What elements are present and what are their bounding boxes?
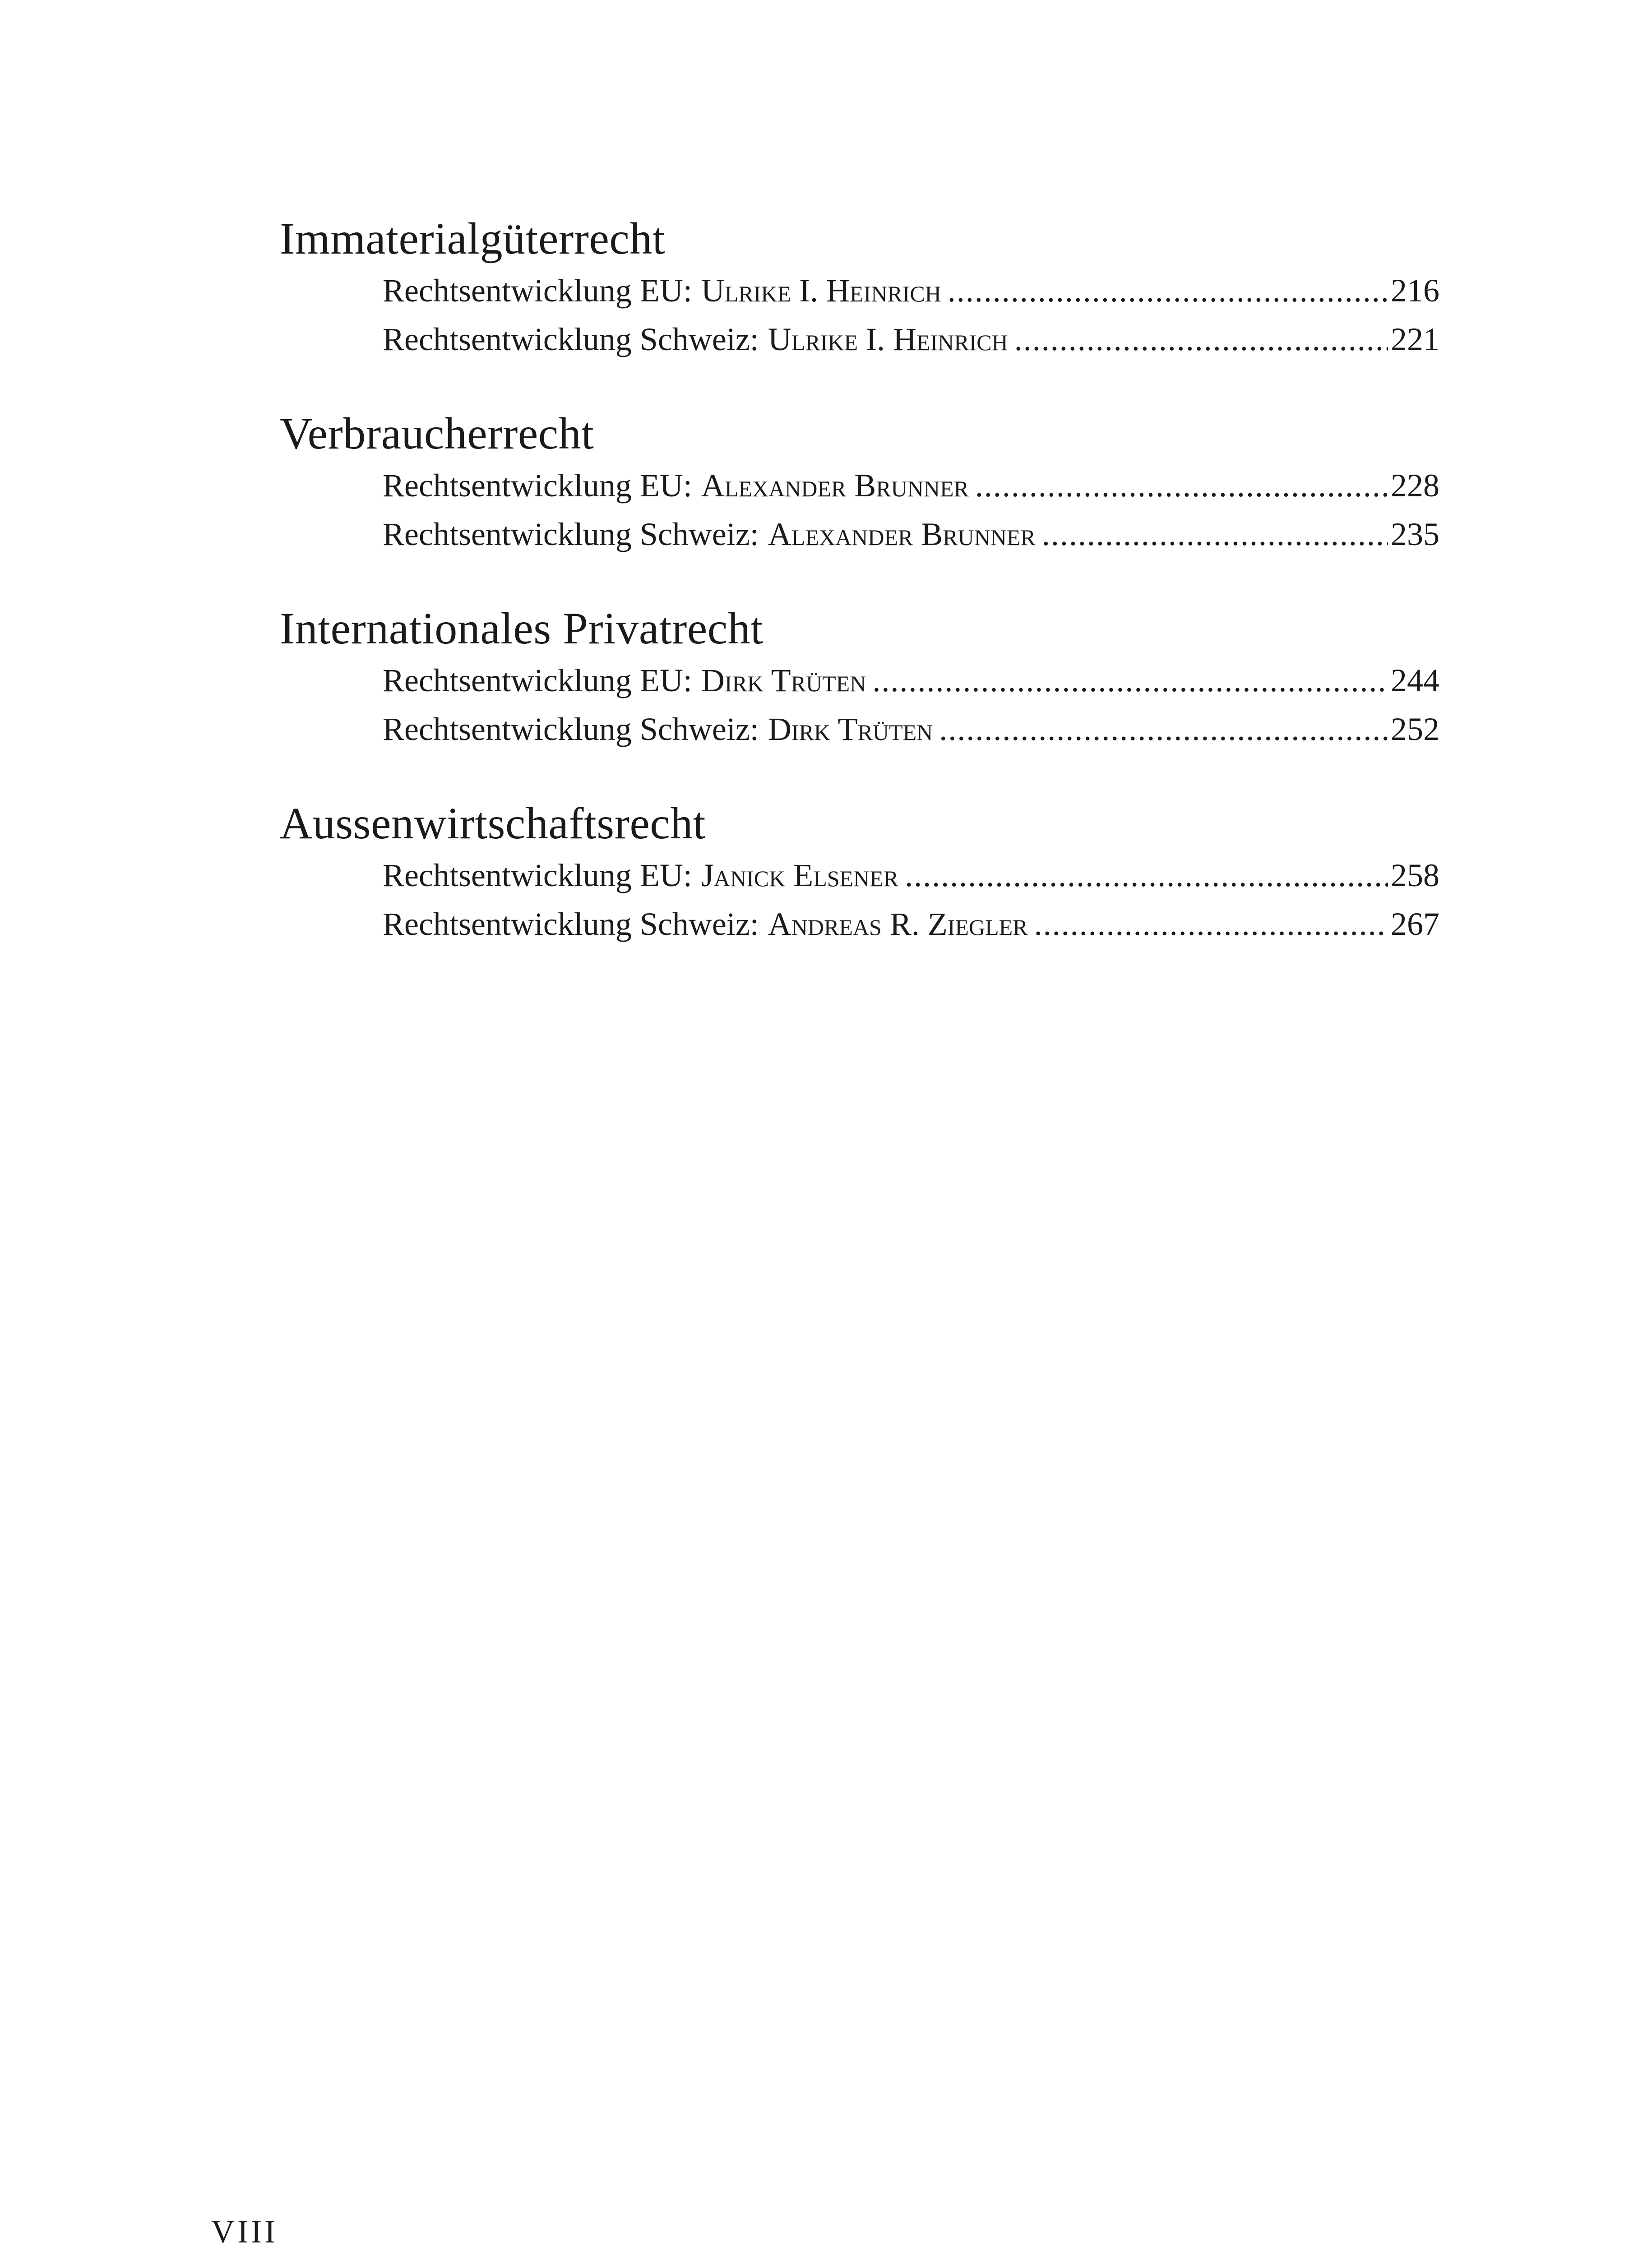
entry-author: Dirk Trüten — [768, 711, 933, 747]
entry-label: Rechtsentwicklung Schweiz: — [383, 711, 759, 747]
entry-author: Alexander Brunner — [768, 516, 1036, 552]
toc-section-aussenwirtschaftsrecht — [280, 797, 1439, 948]
toc-entry[interactable] — [383, 266, 1439, 315]
section-title: Immaterialgüterrecht — [280, 213, 665, 264]
entry-label: Rechtsentwicklung Schweiz: — [383, 516, 759, 552]
dot-leader — [1034, 900, 1388, 948]
dot-leader — [905, 851, 1388, 900]
dot-leader — [872, 656, 1388, 705]
dot-leader — [939, 705, 1388, 754]
entry-label: Rechtsentwicklung EU: — [383, 467, 692, 504]
toc-entry[interactable] — [383, 705, 1439, 754]
entry-page-number: 235 — [1391, 516, 1439, 552]
section-title: Internationales Privatrecht — [280, 603, 764, 653]
toc-section-internationales-privatrecht — [280, 602, 1439, 754]
entry-page-number: 216 — [1391, 273, 1439, 309]
entry-label: Rechtsentwicklung Schweiz: — [383, 321, 759, 357]
dot-leader — [975, 461, 1388, 510]
page-folio: VIII — [211, 2214, 278, 2250]
toc-section-immaterialgueterrecht — [280, 212, 1439, 364]
dot-leader — [1042, 510, 1388, 559]
entry-page-number: 228 — [1391, 467, 1439, 504]
entry-author: Ulrike I. Heinrich — [701, 273, 941, 309]
table-of-contents — [280, 212, 1439, 992]
toc-entry[interactable] — [383, 851, 1439, 900]
toc-entry[interactable] — [383, 461, 1439, 510]
toc-entry[interactable] — [383, 315, 1439, 364]
entry-label: Rechtsentwicklung Schweiz: — [383, 906, 759, 942]
dot-leader — [1014, 315, 1388, 364]
toc-section-verbraucherrecht — [280, 407, 1439, 559]
entry-page-number: 221 — [1391, 321, 1439, 357]
entry-page-number: 252 — [1391, 711, 1439, 747]
section-title: Aussenwirtschaftsrecht — [280, 798, 706, 848]
entry-label: Rechtsentwicklung EU: — [383, 273, 692, 309]
toc-entry[interactable] — [383, 656, 1439, 705]
entry-author: Andreas R. Ziegler — [768, 906, 1028, 942]
entry-label: Rechtsentwicklung EU: — [383, 857, 692, 893]
section-title: Verbraucherrecht — [280, 408, 594, 458]
entry-page-number: 258 — [1391, 857, 1439, 893]
entry-label: Rechtsentwicklung EU: — [383, 662, 692, 698]
toc-entry[interactable] — [383, 510, 1439, 559]
entry-author: Dirk Trüten — [701, 662, 866, 698]
dot-leader — [948, 266, 1388, 315]
entry-author: Ulrike I. Heinrich — [768, 321, 1008, 357]
entry-page-number: 244 — [1391, 662, 1439, 698]
entry-author: Alexander Brunner — [701, 467, 969, 504]
entry-author: Janick Elsener — [701, 857, 899, 893]
entry-page-number: 267 — [1391, 906, 1439, 942]
toc-entry[interactable] — [383, 900, 1439, 948]
